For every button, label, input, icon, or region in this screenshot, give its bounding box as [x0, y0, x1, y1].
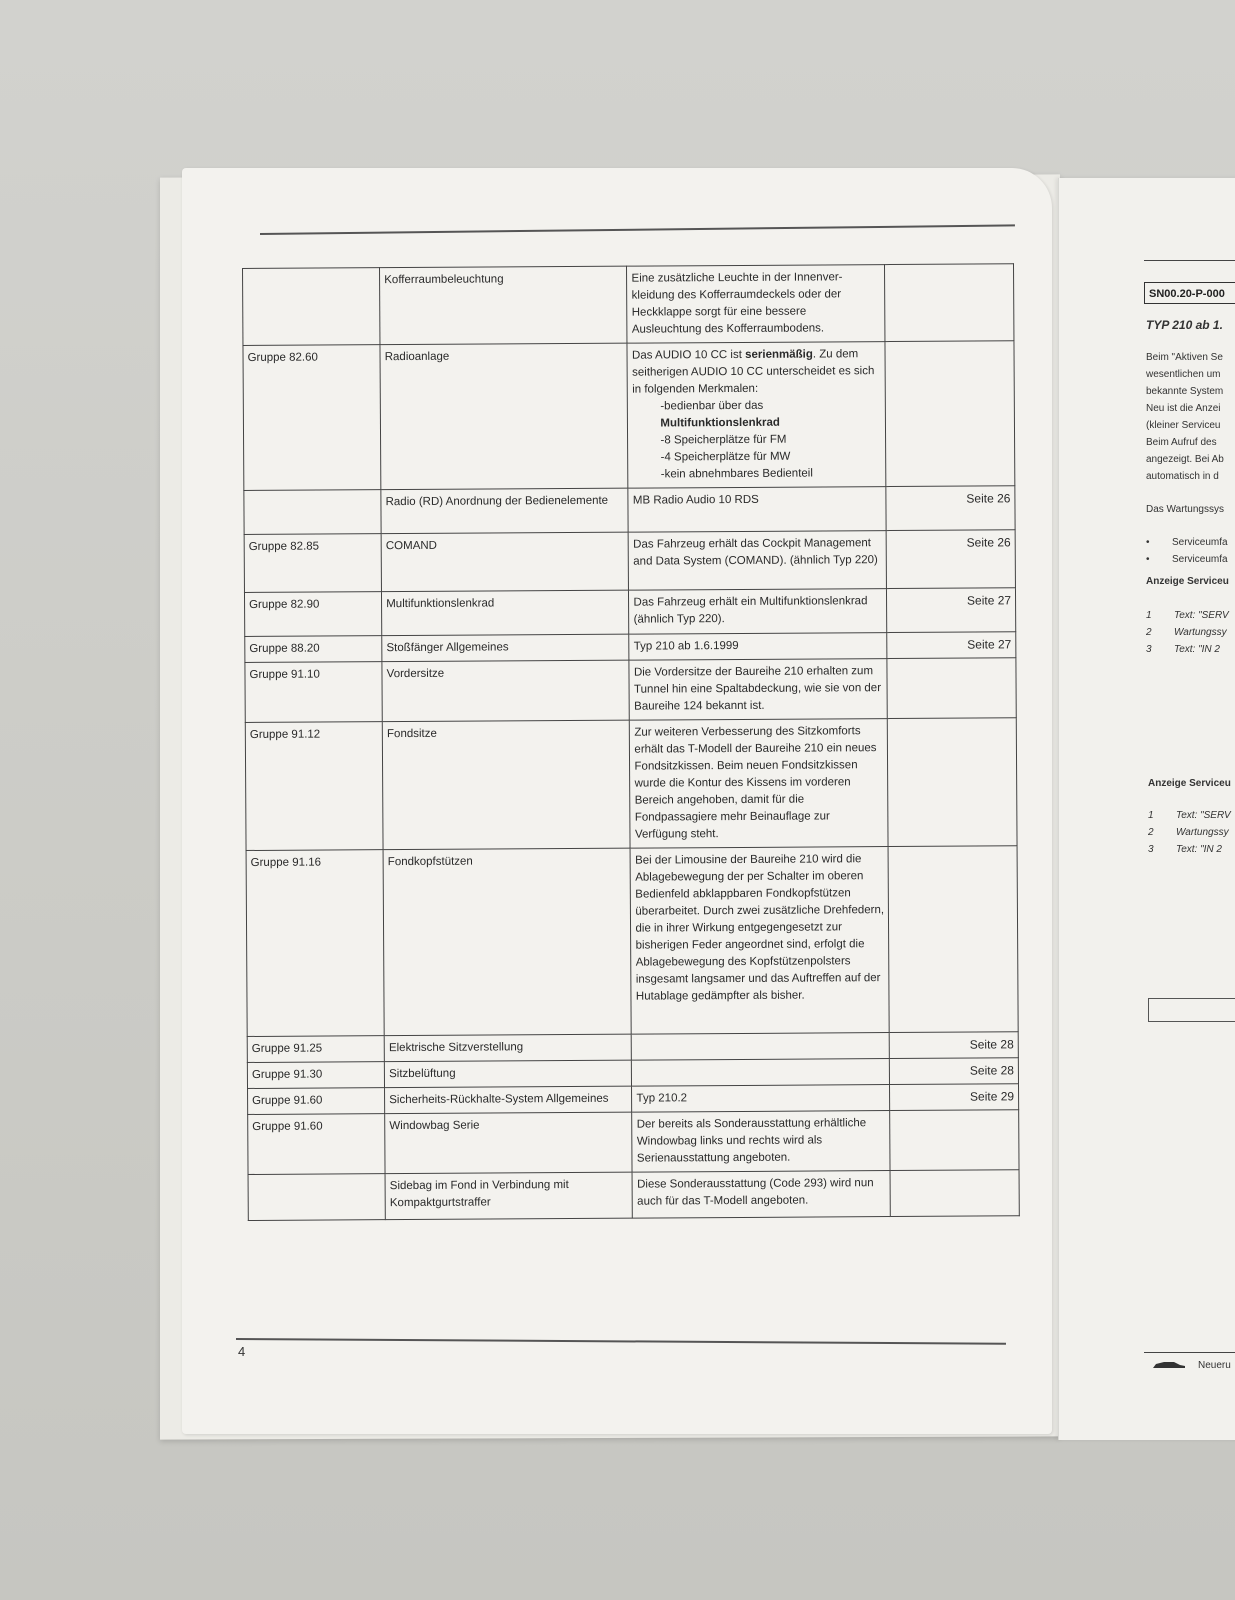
list-number: 1 [1148, 810, 1154, 821]
right-footer-rule [1144, 1352, 1235, 1353]
subject-cell: Sitzbelüftung [385, 1060, 632, 1088]
right-line: Neu ist die Anzei [1146, 403, 1221, 414]
right-line: angezeigt. Bei Ab [1146, 454, 1224, 465]
group-cell: Gruppe 91.60 [248, 1114, 386, 1175]
intro-text: . Zu dem seitherigen AUDIO 10 CC unterscheidet es sich in folgenden Merkmalen: [632, 348, 875, 396]
page-reference-cell [888, 846, 1018, 1033]
description-cell: Diese Sonderausstattung (Code 293) wird nun auch für das T-Modell angeboten. [632, 1171, 890, 1219]
subject-cell: COMAND [381, 532, 629, 592]
list-text: Text: "SERV [1176, 810, 1231, 821]
right-bullet: Serviceumfa [1172, 554, 1228, 565]
right-line: (kleiner Serviceu [1146, 420, 1221, 431]
list-text: Text: "IN 2 [1174, 644, 1220, 655]
group-cell: Gruppe 91.30 [247, 1062, 384, 1089]
group-cell: Gruppe 91.60 [248, 1088, 385, 1115]
right-bullet: Serviceumfa [1172, 537, 1228, 548]
description-cell [632, 1059, 890, 1087]
page-reference-cell [890, 1110, 1019, 1171]
bullet-icon: • [1146, 537, 1150, 548]
list-number: 2 [1146, 627, 1152, 638]
right-anzeige-heading: Anzeige Serviceu [1148, 778, 1231, 789]
list-number: 3 [1146, 644, 1152, 655]
description-cell: Das Fahrzeug erhält das Cockpit Management and Data System (COMAND). (ähnlich Typ 220) [629, 531, 887, 591]
subject-cell: Sidebag im Fond in Verbindung mit Kompaktgurtstraffer [385, 1172, 633, 1220]
group-cell: Gruppe 82.60 [243, 345, 381, 491]
feature-item: -4 Speicherplätze für MW [660, 450, 791, 464]
right-line: bekannte System [1146, 386, 1224, 397]
page-reference-cell [885, 264, 1014, 342]
group-cell: Gruppe 91.16 [246, 850, 384, 1037]
right-wartung: Das Wartungssys [1146, 504, 1224, 515]
page-reference-cell: Seite 28 [889, 1032, 1018, 1059]
list-number: 2 [1148, 827, 1154, 838]
subject-cell: Radioanlage [380, 343, 628, 490]
description-intro [632, 346, 881, 399]
description-line: Eine zusätzliche Leuchte in der Innenver- [631, 271, 843, 285]
subject-cell: Kofferraumbeleuchtung [380, 266, 628, 345]
subject-cell: Multifunktionslenkrad [382, 590, 630, 636]
description-cell: Zur weiteren Verbesserung des Sitzkomforts erhält das T-Modell der Baureihe 210 ein neues Fondsitzkissen. Beim neuen Fondsitzkissen wurde die Kontur des Kissens im vorderen Bereich angehoben, damit für die Fondpassagiere mehr Beinauflage zur Verfügung steht. [630, 719, 888, 849]
table-row [245, 658, 1016, 723]
page-reference-cell: Seite 27 [887, 632, 1016, 659]
right-anzeige-heading: Anzeige Serviceu [1146, 576, 1229, 587]
table-row [243, 264, 1014, 346]
page-reference-cell [887, 658, 1016, 719]
right-box [1148, 998, 1235, 1022]
page-reference-cell: Seite 29 [890, 1084, 1019, 1111]
feature-item: -kein abnehmbares Bedienteil [660, 467, 813, 481]
page-reference-cell [887, 718, 1017, 847]
changes-table [242, 263, 1020, 1221]
list-text: Text: "SERV [1174, 610, 1229, 621]
group-cell: Gruppe 82.85 [244, 534, 382, 593]
group-cell: Gruppe 91.25 [247, 1036, 384, 1063]
description-cell: MB Radio Audio 10 RDS [628, 487, 886, 533]
description-line: kleidung des Kofferraumdeckels oder der [631, 288, 842, 302]
car-icon [1152, 1360, 1186, 1370]
table-row [244, 588, 1015, 637]
page-reference-cell: Seite 26 [886, 486, 1015, 531]
table-row [244, 486, 1015, 535]
right-header-rule [1144, 260, 1235, 261]
subject-cell: Elektrische Sitzverstellung [384, 1034, 631, 1062]
page-reference-cell [885, 341, 1015, 487]
doc-code-box: SN00.20-P-000 [1144, 282, 1235, 304]
subject-cell: Sicherheits-Rückhalte-System Allgemeines [385, 1086, 632, 1114]
feature-item: Multifunktionslenkrad [660, 416, 780, 430]
group-cell [244, 490, 381, 535]
intro-text: Das AUDIO 10 CC ist [631, 348, 746, 362]
right-footer-text: Neueru [1198, 1360, 1231, 1371]
page-reference-cell [890, 1170, 1019, 1217]
intro-bold: serienmäßig [745, 348, 813, 361]
list-text: Wartungssy [1176, 827, 1229, 838]
description-line: Heckklappe sorgt für eine bessere [631, 305, 807, 319]
subject-cell: Radio (RD) Anordnung der Bedienelemente [381, 488, 629, 534]
right-line: Beim Aufruf des [1146, 437, 1217, 448]
subject-cell: Windowbag Serie [385, 1112, 633, 1174]
group-cell [248, 1174, 385, 1221]
description-cell [627, 265, 885, 344]
table-row [248, 1170, 1019, 1221]
description-cell [627, 342, 886, 489]
subject-cell: Stoßfänger Allgemeines [382, 634, 629, 662]
page-reference-cell: Seite 27 [887, 588, 1016, 633]
group-cell [243, 268, 381, 346]
page-reference-cell: Seite 28 [889, 1058, 1018, 1085]
description-cell: Typ 210 ab 1.6.1999 [629, 633, 887, 661]
description-cell: Typ 210.2 [632, 1085, 890, 1113]
feature-item: -8 Speicherplätze für FM [660, 433, 787, 447]
right-page [1058, 178, 1235, 1440]
description-cell: Bei der Limousine der Baureihe 210 wird die Ablagebewegung der per Schalter im oberen Bedienfeld abklappbaren Fondkopfstützen überarbeitet. Durch zwei zusätzliche Drehfedern, die in ihrer Wirkung entgegengesetzt zur bisherigen Feder angeordnet sind, erfolgt die Ablagebewegung des Kopfstützenpolsters insgesamt langsamer und das Auftreffen auf der Hutablage gedämpfter als bisher. [631, 847, 890, 1035]
group-cell: Gruppe 91.12 [245, 722, 383, 851]
table-row [243, 341, 1015, 491]
group-cell: Gruppe 82.90 [244, 592, 381, 637]
table-row [245, 718, 1017, 851]
group-cell: Gruppe 91.10 [245, 662, 383, 723]
feature-item: -bedienbar über das [660, 399, 764, 413]
list-number: 3 [1148, 844, 1154, 855]
table-row [248, 1110, 1019, 1175]
description-cell: Die Vordersitze der Baureihe 210 erhalten zum Tunnel hin eine Spaltabdeckung, wie sie von der Baureihe 124 bekannt ist. [629, 659, 887, 721]
table-row [246, 846, 1018, 1037]
group-cell: Gruppe 88.20 [245, 636, 382, 663]
right-line: Beim "Aktiven Se [1146, 352, 1223, 363]
subject-cell: Fondkopfstützen [383, 848, 631, 1036]
description-cell: Der bereits als Sonderausstattung erhältliche Windowbag links und rechts wird als Serienausstattung angeboten. [632, 1111, 890, 1173]
subject-cell: Fondsitze [382, 720, 630, 850]
right-heading: TYP 210 ab 1. [1146, 318, 1223, 332]
table-row [244, 530, 1015, 593]
page-reference-cell: Seite 26 [886, 530, 1015, 589]
description-cell [632, 1033, 890, 1061]
list-text: Wartungssy [1174, 627, 1227, 638]
subject-cell: Vordersitze [382, 660, 630, 722]
right-line: automatisch in d [1146, 471, 1219, 482]
right-line: wesentlichen um [1146, 369, 1221, 380]
list-number: 1 [1146, 610, 1152, 621]
page-number: 4 [238, 1344, 246, 1359]
description-line: Ausleuchtung des Kofferraumbodens. [631, 322, 825, 336]
list-text: Text: "IN 2 [1176, 844, 1222, 855]
description-cell: Das Fahrzeug erhält ein Multifunktionslenkrad (ähnlich Typ 220). [629, 589, 887, 635]
bullet-icon: • [1146, 554, 1150, 565]
